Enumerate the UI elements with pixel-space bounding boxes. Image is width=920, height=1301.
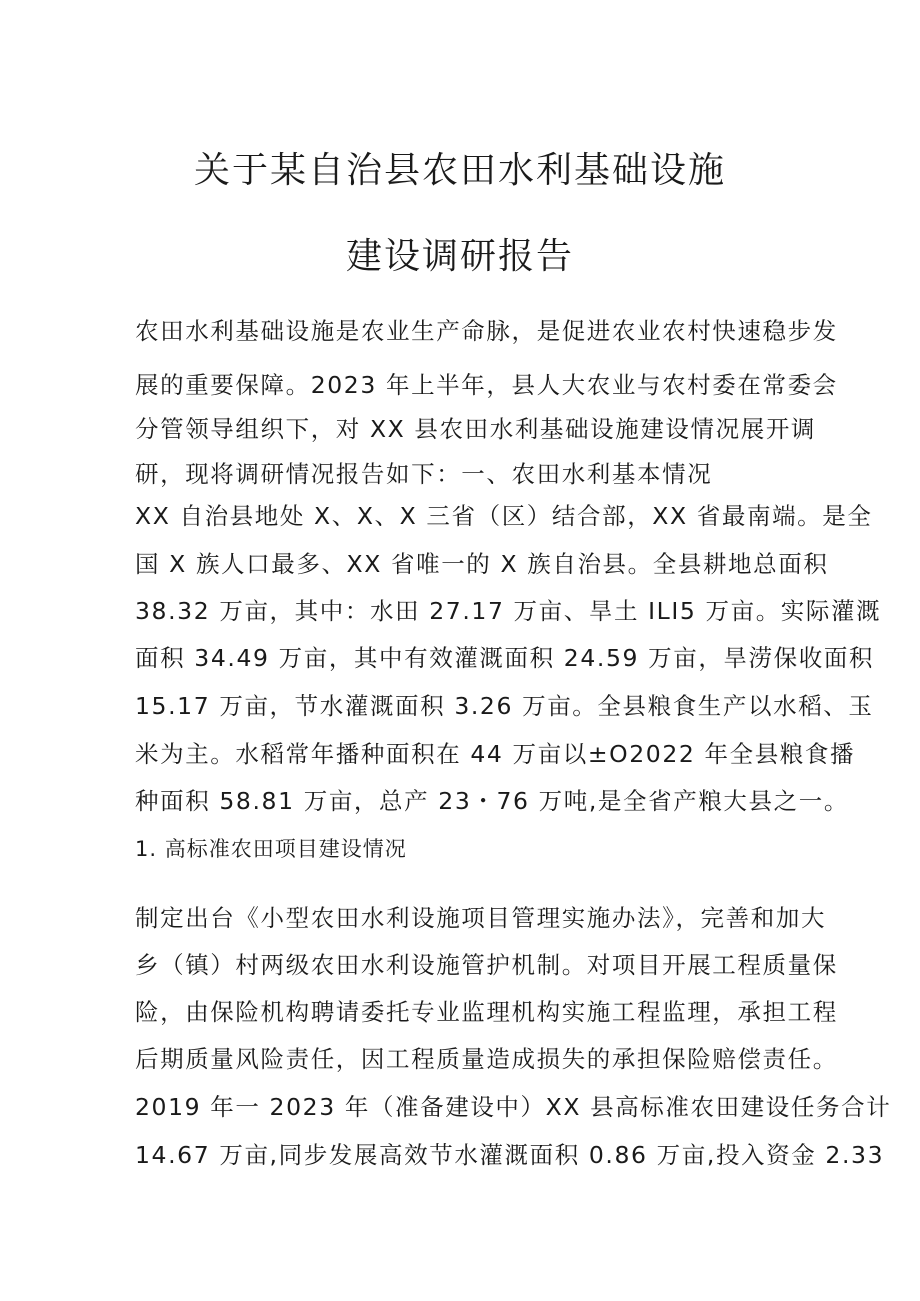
paragraph-line: 15.17 万亩，节水灌溉面积 3.26 万亩。全县粮食生产以水稻、玉 [135,692,874,720]
paragraph-line: 14.67 万亩,同步发展高效节水灌溉面积 0.86 万亩,投入资金 2.33 [135,1141,885,1169]
paragraph-line: 险，由保险机构聘请委托专业监理机构实施工程监理，承担工程 [135,998,838,1026]
paragraph-line: 后期质量风险责任，因工程质量造成损失的承担保险赔偿责任。 [135,1045,838,1073]
paragraph-line: 国 X 族人口最多、XX 省唯一的 X 族自治县。全县耕地总面积 [135,550,829,578]
paragraph-line: 2019 年一 2023 年（准备建设中）XX 县高标准农田建设任务合计 [135,1093,892,1121]
paragraph-line: 农田水利基础设施是农业生产命脉，是促进农业农村快速稳步发 [135,317,838,345]
paragraph-line: 分管领导组织下，对 XX 县农田水利基础设施建设情况展开调 [135,415,817,443]
paragraph-line: XX 自治县地处 X、X、X 三省（区）结合部，XX 省最南端。是全 [135,502,873,530]
document-title-line-1: 关于某自治县农田水利基础设施 [193,150,726,191]
paragraph-line: 乡（镇）村两级农田水利设施管护机制。对项目开展工程质量保 [135,951,838,979]
paragraph-line: 米为主。水稻常年播种面积在 44 万亩以±O2022 年全县粮食播 [135,740,856,768]
section-heading: 1. 高标准农田项目建设情况 [135,837,407,861]
paragraph-line: 研，现将调研情况报告如下：一、农田水利基本情况 [135,460,713,488]
paragraph-line: 38.32 万亩，其中：水田 27.17 万亩、旱土 ILI5 万亩。实际灌溉 [135,597,882,625]
paragraph-line: 展的重要保障。2023 年上半年，县人大农业与农村委在常委会 [135,371,838,399]
paragraph-line: 制定出台《小型农田水利设施项目管理实施办法》，完善和加大 [135,904,827,932]
paragraph-line: 种面积 58.81 万亩，总产 23・76 万吨,是全省产粮大县之一。 [135,787,849,815]
document-title-line-2: 建设调研报告 [345,236,574,277]
paragraph-line: 面积 34.49 万亩，其中有效灌溉面积 24.59 万亩，旱涝保收面积 [135,644,875,672]
